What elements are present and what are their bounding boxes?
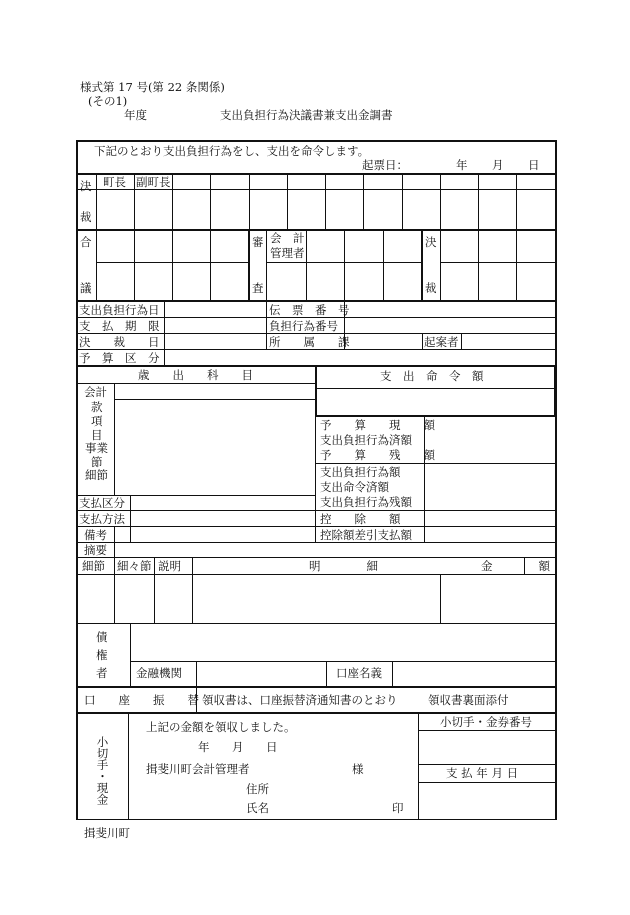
yosan-kubun-label: 予 算 区 分 — [79, 351, 160, 365]
detail-saisaisetsu: 細々節 — [117, 559, 152, 573]
detail-setsumei: 説明 — [158, 559, 181, 573]
intro-month-label: 月 — [492, 158, 504, 172]
creditor-sha: 者 — [96, 666, 108, 680]
jigyo-label: 事業 — [85, 441, 108, 455]
kanrisha-label: 管理者 — [270, 246, 305, 260]
saisetsu-label: 細節 — [85, 468, 108, 482]
receipt-kanrisha: 揖斐川町会計管理者 — [146, 762, 250, 776]
intro-year-label: 年 — [456, 158, 468, 172]
transfer-note1: 領収書は、口座振替済通知書のとおり — [202, 693, 398, 707]
kessai-date-label: 決 裁 日 — [79, 335, 160, 349]
biko-label: 備考 — [84, 528, 107, 542]
futan-zumi-label: 支出負担行為済額 — [320, 433, 412, 447]
shiharai-hoho-label: 支払方法 — [79, 512, 125, 526]
kogitte-no-label: 小切手・金券番号 — [440, 715, 532, 729]
kihyobi-label: 起票日： — [362, 158, 408, 172]
transfer-note2: 領収書裏面添付 — [428, 693, 509, 707]
shiharai-date-label: 支 払 年 月 日 — [446, 766, 519, 780]
kaikei-row-label: 会計 — [84, 385, 107, 399]
kinyu-kikan-label: 金融機関 — [136, 666, 182, 680]
creditor-sai: 債 — [96, 630, 108, 644]
futan-gaku-label: 支出負担行為額 — [320, 465, 401, 479]
kessai2-ketsu: 決 — [425, 235, 437, 249]
kessai2-sai: 裁 — [425, 281, 437, 295]
futan-zan-label: 支出負担行為残額 — [320, 495, 412, 509]
gogi-go: 合 — [80, 235, 92, 249]
kianin-label: 起案者 — [424, 335, 459, 349]
meirei-header: 支 出 命 令 額 — [380, 369, 484, 383]
fiscal-year-label: 年度 — [124, 108, 147, 122]
futan-date-label: 支出負担行為日 — [79, 303, 160, 317]
shiharai-kigen-label: 支 払 期 限 — [79, 319, 160, 333]
footer-town: 揖斐川町 — [84, 826, 130, 840]
yosan-zan-label: 予 算 残 額 — [320, 448, 435, 462]
kojo-sashihiki-label: 控除額差引支払額 — [320, 528, 412, 542]
kou-label: 項 — [91, 414, 103, 428]
receipt-line1: 上記の金額を領収しました。 — [146, 720, 296, 734]
shinsa-sa: 査 — [252, 281, 264, 295]
setsu-label: 節 — [91, 455, 103, 469]
approver-chocho: 町長 — [103, 175, 126, 189]
receipt-in: 印 — [392, 801, 404, 815]
shozoku-label: 所 属 課 — [269, 335, 350, 349]
receipt-month: 月 — [232, 740, 244, 754]
kojo-label: 控 除 額 — [320, 512, 401, 526]
receipt-shimei: 氏名 — [246, 801, 269, 815]
kessai-sai: 裁 — [80, 210, 92, 224]
kessai-ketsu: 決 — [80, 179, 92, 193]
detail-meisai: 明 細 — [309, 559, 378, 573]
receipt-jusho: 住所 — [246, 782, 269, 796]
creditor-ken: 権 — [96, 648, 108, 662]
receipt-year: 年 — [198, 740, 210, 754]
koza-meigi-label: 口座名義 — [336, 666, 382, 680]
shinsa-shin: 審 — [252, 235, 264, 249]
gogi-gi: 議 — [80, 281, 92, 295]
detail-kingaku: 金 額 — [481, 559, 550, 573]
tekiyo-label: 摘要 — [84, 543, 107, 557]
intro-text: 下記のとおり支出負担行為をし、支出を命令します。 — [94, 144, 370, 158]
shiharai-kubun-label: 支払区分 — [79, 496, 125, 510]
receipt-side-label: 小切手・現金 — [95, 736, 110, 805]
saishutsu-header: 歳 出 科 目 — [138, 368, 253, 382]
kan-label: 款 — [91, 400, 103, 414]
detail-saisetsu: 細節 — [82, 559, 105, 573]
yosan-gen-label: 予 算 現 額 — [320, 418, 435, 432]
form-number: 様式第 17 号(第 22 条関係) — [80, 80, 225, 94]
koza-furikae-label: 口 座 振 替 — [84, 693, 199, 707]
intro-day-label: 日 — [528, 158, 540, 172]
receipt-sama: 様 — [352, 762, 364, 776]
receipt-day: 日 — [266, 740, 278, 754]
denpyo-no-label: 伝 票 番 号 — [269, 303, 350, 317]
meirei-zumi-label: 支出命令済額 — [320, 480, 389, 494]
moku-label: 目 — [91, 428, 103, 442]
form-sub-number: (その1) — [88, 94, 128, 108]
form-title: 支出負担行為決議書兼支出金調書 — [220, 108, 393, 122]
approver-fukuchocho: 副町長 — [136, 175, 171, 189]
futan-no-label: 負担行為番号 — [269, 319, 338, 333]
kaikei-label: 会 計 — [270, 231, 305, 245]
